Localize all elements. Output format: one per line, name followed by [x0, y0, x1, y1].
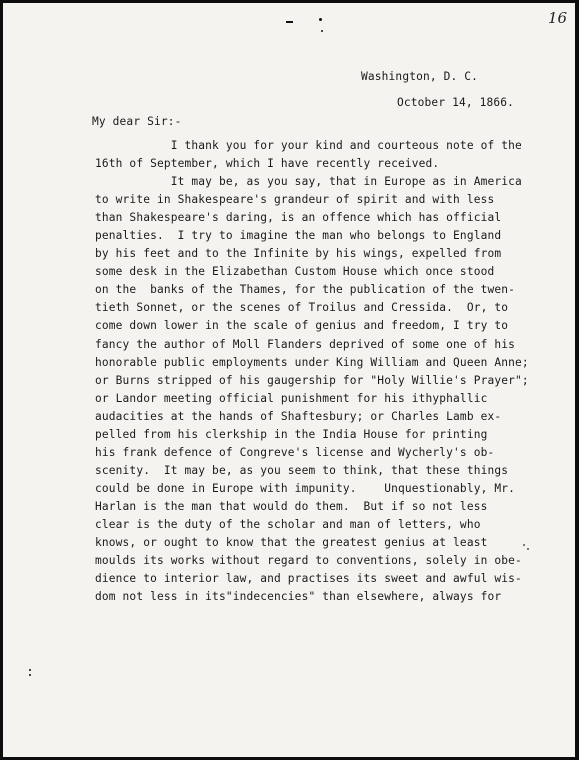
letter-body-line: honorable public employments under King William and Queen Anne; — [95, 355, 529, 369]
letter-body-line: tieth Sonnet, or the scenes of Troilus and Cressida. Or, to — [95, 301, 509, 315]
scan-mark — [321, 30, 323, 32]
letter-body-line: penalties. I try to imagine the man who belongs to England — [95, 229, 502, 243]
letter-body-line: audacities at the hands of Shaftesbury; or Charles Lamb ex- — [95, 409, 502, 423]
letter-body-line: It may be, as you say, that in Europe as in America — [95, 175, 522, 189]
scan-mark — [319, 18, 322, 21]
letter-body-line: by his feet and to the Infinite by his wings, expelled from — [95, 247, 502, 261]
letter-body-line: come down lower in the scale of genius and freedom, I try to — [95, 319, 509, 333]
letter-body-line: moulds its works without regard to conventions, solely in obe- — [95, 554, 522, 568]
letter-place: Washington, D. C. — [361, 70, 479, 83]
letter-body-line: to write in Shakespeare's grandeur of spirit and with less — [95, 193, 495, 207]
letter-body — [95, 137, 529, 606]
letter-body-line: or Burns stripped of his gaugership for "Holy Willie's Prayer"; — [95, 373, 529, 387]
letter-body-line: clear is the duty of the scholar and man of letters, who — [95, 517, 481, 531]
letter-body-line: scenity. It may be, as you seem to think, that these things — [95, 463, 509, 477]
letter-body-line: Harlan is the man that would do them. But if so not less — [95, 499, 488, 513]
letter-date: October 14, 1866. — [397, 96, 515, 109]
scan-mark — [29, 674, 31, 676]
letter-body-line: on the banks of the Thames, for the publication of the twen- — [95, 283, 516, 297]
letter-body-line: I thank you for your kind and courteous note of the — [95, 139, 522, 152]
letter-body-line: knows, or ought to know that the greatest genius at least — [95, 536, 488, 550]
letter-body-line: could be done in Europe with impunity. Unquestionably, Mr. — [95, 481, 516, 495]
scan-mark — [29, 669, 31, 671]
letter-body-line: fancy the author of Moll Flanders deprived of some one of his — [95, 337, 516, 351]
letter-body-line: 16th of September, which I have recently received. — [95, 157, 440, 171]
letter-salutation: My dear Sir:- — [92, 115, 182, 128]
letter-body-line: dom not less in its"indecencies" than elsewhere, always for — [95, 590, 502, 604]
letter-body-line: or Landor meeting official punishment for his ithyphallic — [95, 391, 488, 405]
letter-body-line: than Shakespeare's daring, is an offence which has official — [95, 211, 502, 225]
document-page — [3, 3, 575, 757]
scan-mark — [286, 21, 293, 23]
letter-body-line: dience to interior law, and practises its sweet and awful wis- — [95, 572, 522, 586]
letter-body-line: his frank defence of Congreve's license and Wycherly's ob- — [95, 445, 495, 459]
letter-body-line: pelled from his clerkship in the India House for printing — [95, 427, 488, 441]
page-number: 16 — [548, 9, 568, 27]
letter-body-line: some desk in the Elizabethan Custom House which once stood — [95, 265, 495, 279]
